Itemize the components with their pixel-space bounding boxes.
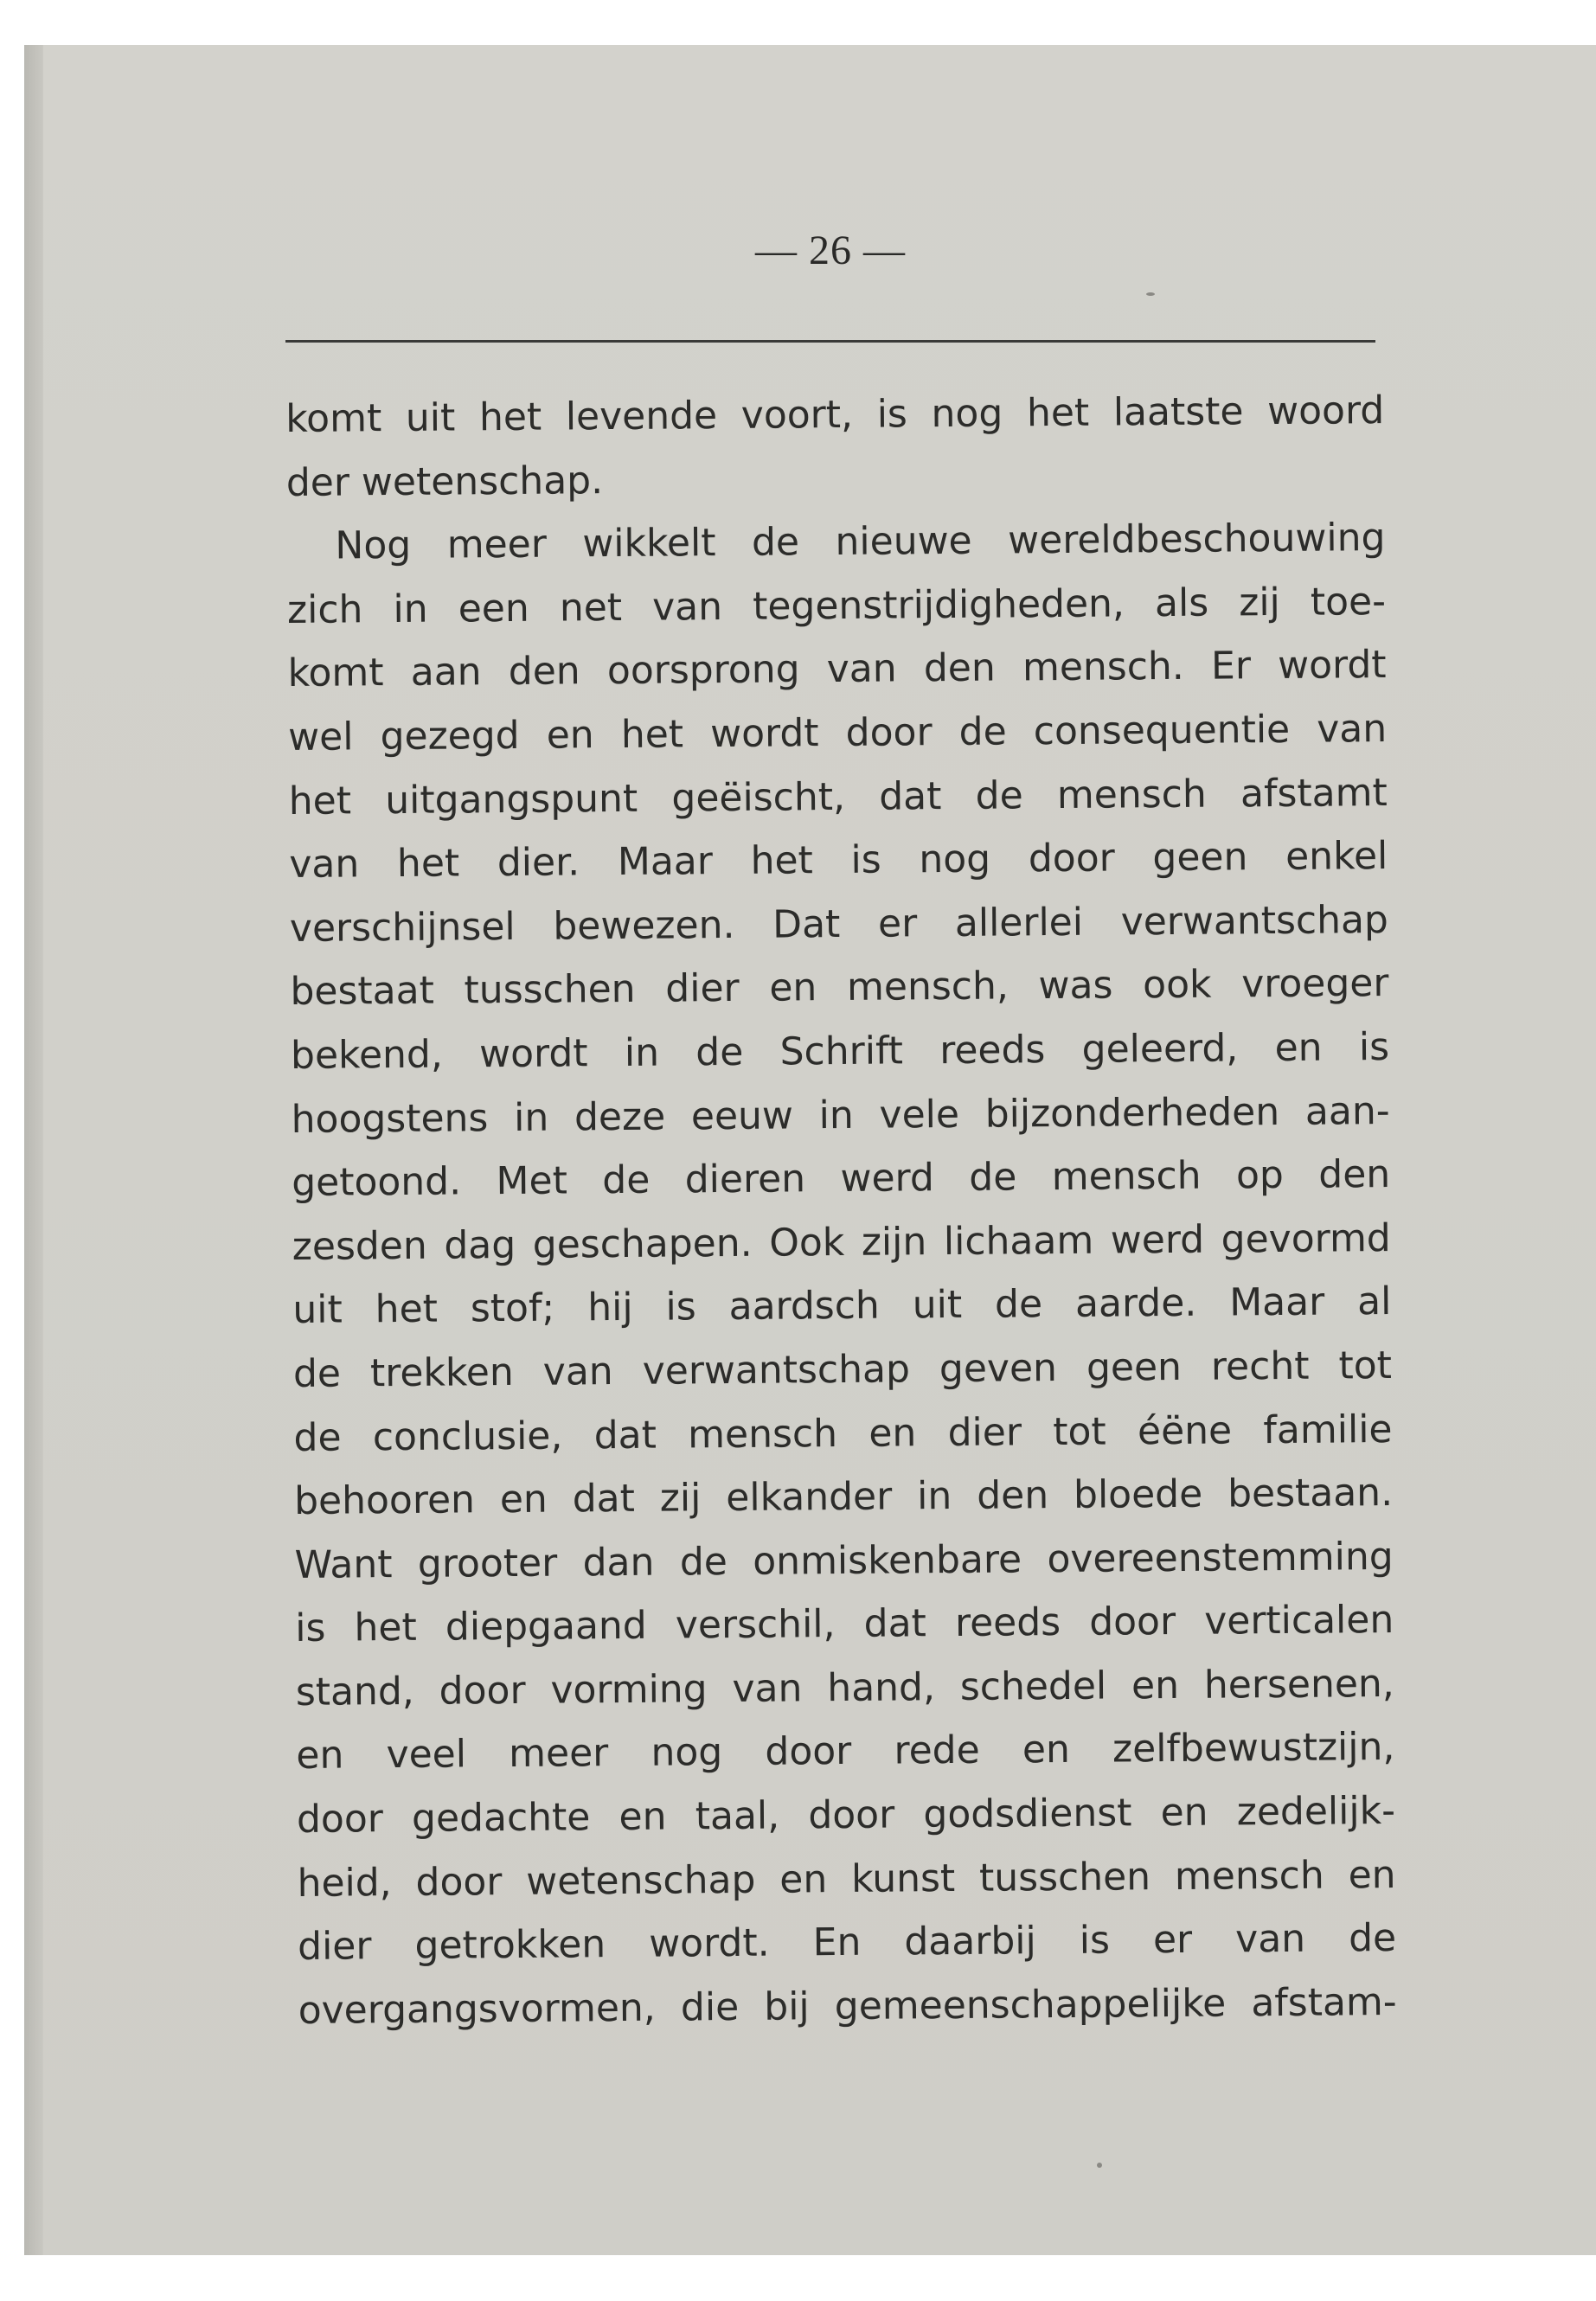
text-line: uit het stof; hij is aardsch uit de aarde. Maar al — [292, 1279, 1392, 1333]
text-line: is het diepgaand verschil, dat reeds door verticalen — [295, 1598, 1394, 1651]
text-line: komt uit het levende voort, is nog het laatste woord — [285, 388, 1385, 441]
text-line: hoogstens in deze eeuw in vele bijzonderheden aan- — [291, 1088, 1390, 1142]
text-line: door gedachte en taal, door godsdienst en zedelijk- — [296, 1789, 1396, 1843]
text-line: en veel meer nog door rede en zelfbewustzijn, — [296, 1725, 1395, 1779]
text-line: overgangsvormen, die bij gemeenschappelijke afstam- — [298, 1979, 1397, 2033]
page-spine-shadow — [24, 45, 43, 2255]
text-line: de trekken van verwantschap geven geen recht tot — [292, 1343, 1393, 1396]
text-line: de conclusie, dat mensch en dier tot éëne familie — [293, 1407, 1393, 1460]
text-line: komt aan den oorsprong van den mensch. Er wordt — [287, 643, 1387, 696]
text-line: behooren en dat zij elkander in den bloede bestaan. — [293, 1471, 1394, 1524]
text-line: stand, door vorming van hand, schedel en hersenen, — [295, 1661, 1395, 1715]
header-rule — [285, 340, 1375, 343]
text-line: Nog meer wikkelt de nieuwe wereldbeschouwing — [335, 516, 1386, 568]
text-line: zich in een net van tegenstrijdigheden, als zij toe- — [286, 579, 1387, 632]
text-line: der wetenschap. — [285, 458, 604, 505]
page-number: — 26 — — [755, 228, 906, 273]
text-line: van het dier. Maar het is nog door geen enkel — [289, 834, 1388, 888]
paper-speck — [1097, 2163, 1102, 2168]
text-line: zesden dag geschapen. Ook zijn lichaam werd gevormd — [292, 1215, 1391, 1269]
text-line: verschijnsel bewezen. Dat er allerlei verwantschap — [289, 897, 1389, 951]
text-line: Want grooter dan de onmiskenbare overeenstemming — [294, 1534, 1394, 1587]
text-line: het uitgangspunt geëischt, dat de mensch afstamt — [288, 770, 1388, 824]
paper-speck — [1146, 292, 1155, 296]
text-line: wel gezegd en het wordt door de consequentie van — [287, 706, 1388, 760]
text-line: dier getrokken wordt. En daarbij is er van de — [297, 1916, 1397, 1970]
text-line: bekend, wordt in de Schrift reeds geleerd, en is — [290, 1024, 1390, 1078]
text-line: getoond. Met de dieren werd de mensch op den — [292, 1152, 1391, 1206]
text-line: bestaat tusschen dier en mensch, was ook vroeger — [290, 961, 1389, 1015]
body-text — [285, 379, 1397, 2042]
text-line: heid, door wetenschap en kunst tusschen mensch en — [297, 1852, 1396, 1906]
